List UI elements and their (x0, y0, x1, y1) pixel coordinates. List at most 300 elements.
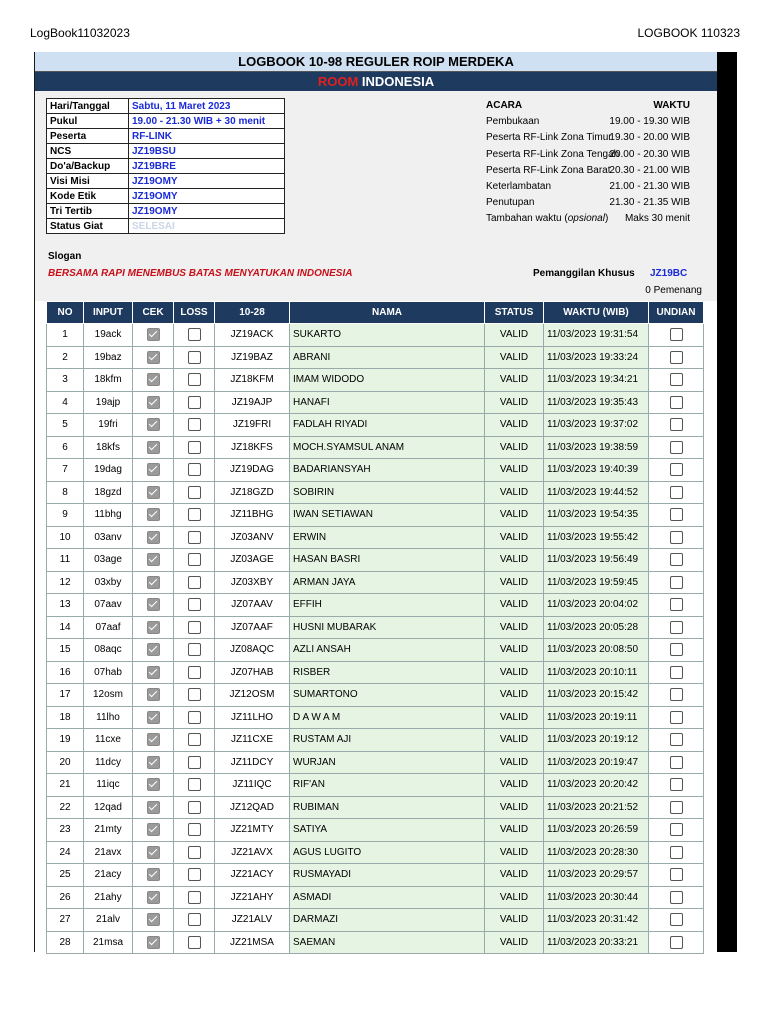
row-number: 3 (47, 369, 84, 392)
row-status: VALID (485, 616, 544, 639)
schedule-row (300, 179, 690, 195)
row-nama: MOCH.SYAMSUL ANAM (290, 436, 485, 459)
loss-checkbox[interactable] (188, 486, 201, 499)
row-cek-cell (133, 549, 174, 572)
loss-checkbox[interactable] (188, 688, 201, 701)
row-callsign: JZ08AQC (215, 639, 290, 662)
row-input: 07aav (84, 594, 133, 617)
schedule-acara (486, 211, 686, 227)
row-input: 21avx (84, 841, 133, 864)
schedule-row (300, 163, 690, 179)
schedule-waktu: 21.00 - 21.30 WIB (609, 180, 690, 192)
info-value: Sabtu, 11 Maret 2023 (129, 99, 285, 114)
undian-checkbox[interactable] (670, 531, 683, 544)
row-loss-cell (174, 571, 215, 594)
schedule-row (300, 195, 690, 211)
cek-checkbox[interactable] (147, 891, 160, 904)
room-title (35, 72, 717, 91)
row-input: 03age (84, 549, 133, 572)
undian-checkbox[interactable] (670, 733, 683, 746)
row-cek-cell (133, 774, 174, 797)
pemenang-count: 0 Pemenang (645, 285, 702, 296)
row-status: VALID (485, 594, 544, 617)
cek-checkbox[interactable] (147, 801, 160, 814)
undian-checkbox[interactable] (670, 778, 683, 791)
loss-checkbox[interactable] (188, 666, 201, 679)
row-status: VALID (485, 841, 544, 864)
row-status: VALID (485, 661, 544, 684)
row-number: 13 (47, 594, 84, 617)
row-undian-cell (649, 436, 704, 459)
cek-checkbox[interactable] (147, 463, 160, 476)
row-status: VALID (485, 819, 544, 842)
row-status: VALID (485, 571, 544, 594)
table-row (47, 819, 704, 842)
row-undian-cell (649, 706, 704, 729)
cek-checkbox[interactable] (147, 621, 160, 634)
row-nama: HUSNI MUBARAK (290, 616, 485, 639)
row-undian-cell (649, 594, 704, 617)
undian-checkbox[interactable] (670, 621, 683, 634)
row-callsign: JZ21MTY (215, 819, 290, 842)
row-loss-cell (174, 526, 215, 549)
row-nama: SATIYA (290, 819, 485, 842)
row-status: VALID (485, 751, 544, 774)
schedule-acara-em: opsional (567, 213, 605, 225)
row-status: VALID (485, 796, 544, 819)
column-header: 10-28 (215, 302, 290, 324)
row-input: 12qad (84, 796, 133, 819)
schedule-acara-pre: Tambahan waktu ( (486, 213, 568, 225)
schedule-acara: Keterlambatan (486, 180, 552, 192)
loss-checkbox[interactable] (188, 643, 201, 656)
row-callsign: JZ12QAD (215, 796, 290, 819)
row-input: 19dag (84, 459, 133, 482)
undian-checkbox[interactable] (670, 328, 683, 341)
table-row (47, 549, 704, 572)
cek-checkbox[interactable] (147, 643, 160, 656)
row-waktu: 11/03/2023 20:19:11 (544, 706, 649, 729)
row-undian-cell (649, 504, 704, 527)
sheet-edge-bar (717, 52, 737, 952)
row-input: 21mty (84, 819, 133, 842)
row-number: 23 (47, 819, 84, 842)
row-loss-cell (174, 841, 215, 864)
row-status: VALID (485, 684, 544, 707)
row-undian-cell (649, 526, 704, 549)
row-loss-cell (174, 436, 215, 459)
row-waktu: 11/03/2023 20:05:28 (544, 616, 649, 639)
row-undian-cell (649, 324, 704, 347)
row-number: 19 (47, 729, 84, 752)
cek-checkbox[interactable] (147, 711, 160, 724)
schedule-head-waktu: WAKTU (653, 100, 690, 111)
row-loss-cell (174, 706, 215, 729)
column-header: LOSS (174, 302, 215, 324)
row-undian-cell (649, 684, 704, 707)
loss-checkbox[interactable] (188, 711, 201, 724)
row-status: VALID (485, 346, 544, 369)
info-value: JZ19OMY (129, 189, 285, 204)
row-nama: SOBIRIN (290, 481, 485, 504)
row-waktu: 11/03/2023 19:31:54 (544, 324, 649, 347)
schedule-row-extra (300, 211, 690, 227)
row-status: VALID (485, 729, 544, 752)
row-loss-cell (174, 661, 215, 684)
row-number: 1 (47, 324, 84, 347)
row-callsign: JZ19ACK (215, 324, 290, 347)
loss-checkbox[interactable] (188, 733, 201, 746)
cek-checkbox[interactable] (147, 486, 160, 499)
row-callsign: JZ21AVX (215, 841, 290, 864)
row-undian-cell (649, 571, 704, 594)
row-status: VALID (485, 504, 544, 527)
info-key: Hari/Tanggal (47, 99, 129, 114)
undian-checkbox[interactable] (670, 373, 683, 386)
loss-checkbox[interactable] (188, 373, 201, 386)
info-value: RF-LINK (129, 129, 285, 144)
cek-checkbox[interactable] (147, 576, 160, 589)
loss-checkbox[interactable] (188, 801, 201, 814)
row-loss-cell (174, 616, 215, 639)
undian-checkbox[interactable] (670, 688, 683, 701)
row-nama: HANAFI (290, 391, 485, 414)
undian-checkbox[interactable] (670, 823, 683, 836)
info-key: Kode Etik (47, 189, 129, 204)
row-undian-cell (649, 796, 704, 819)
row-cek-cell (133, 796, 174, 819)
undian-checkbox[interactable] (670, 936, 683, 949)
row-input: 11bhg (84, 504, 133, 527)
loss-checkbox[interactable] (188, 756, 201, 769)
cek-checkbox[interactable] (147, 756, 160, 769)
undian-checkbox[interactable] (670, 576, 683, 589)
undian-checkbox[interactable] (670, 418, 683, 431)
cek-checkbox[interactable] (147, 913, 160, 926)
info-value: 19.00 - 21.30 WIB + 30 menit (129, 114, 285, 129)
cek-checkbox[interactable] (147, 733, 160, 746)
cek-checkbox[interactable] (147, 531, 160, 544)
row-waktu: 11/03/2023 19:37:02 (544, 414, 649, 437)
room-word: ROOM (317, 74, 359, 89)
row-waktu: 11/03/2023 19:55:42 (544, 526, 649, 549)
schedule-head-acara: ACARA (486, 100, 523, 111)
pemanggilan-label: Pemanggilan Khusus (533, 268, 635, 279)
row-waktu: 11/03/2023 19:54:35 (544, 504, 649, 527)
table-row (47, 639, 704, 662)
row-loss-cell (174, 481, 215, 504)
cek-checkbox[interactable] (147, 553, 160, 566)
row-number: 14 (47, 616, 84, 639)
row-number: 28 (47, 931, 84, 954)
cek-checkbox[interactable] (147, 846, 160, 859)
row-loss-cell (174, 459, 215, 482)
schedule-acara-post: ) (604, 213, 609, 225)
row-cek-cell (133, 841, 174, 864)
row-number: 8 (47, 481, 84, 504)
row-waktu: 11/03/2023 19:33:24 (544, 346, 649, 369)
undian-checkbox[interactable] (670, 846, 683, 859)
row-number: 2 (47, 346, 84, 369)
info-key: Visi Misi (47, 174, 129, 189)
undian-checkbox[interactable] (670, 756, 683, 769)
row-callsign: JZ19AJP (215, 391, 290, 414)
row-undian-cell (649, 751, 704, 774)
column-header: CEK (133, 302, 174, 324)
undian-checkbox[interactable] (670, 711, 683, 724)
row-callsign: JZ07AAF (215, 616, 290, 639)
undian-checkbox[interactable] (670, 666, 683, 679)
table-row (47, 414, 704, 437)
row-cek-cell (133, 819, 174, 842)
row-callsign: JZ19BAZ (215, 346, 290, 369)
column-header: STATUS (485, 302, 544, 324)
schedule-waktu: 19.00 - 19.30 WIB (609, 116, 690, 128)
loss-checkbox[interactable] (188, 598, 201, 611)
undian-checkbox[interactable] (670, 913, 683, 926)
row-callsign: JZ21ALV (215, 909, 290, 932)
loss-checkbox[interactable] (188, 778, 201, 791)
row-status: VALID (485, 526, 544, 549)
table-row (47, 369, 704, 392)
row-cek-cell (133, 436, 174, 459)
table-row (47, 684, 704, 707)
cek-checkbox[interactable] (147, 373, 160, 386)
row-status: VALID (485, 324, 544, 347)
row-status: VALID (485, 414, 544, 437)
row-loss-cell (174, 751, 215, 774)
row-callsign: JZ21ACY (215, 864, 290, 887)
info-value: JZ19BRE (129, 159, 285, 174)
undian-checkbox[interactable] (670, 598, 683, 611)
row-undian-cell (649, 414, 704, 437)
pemanggilan-value: JZ19BC (650, 268, 688, 279)
row-loss-cell (174, 324, 215, 347)
table-row (47, 909, 704, 932)
loss-checkbox[interactable] (188, 328, 201, 341)
row-cek-cell (133, 751, 174, 774)
row-callsign: JZ03ANV (215, 526, 290, 549)
cek-checkbox[interactable] (147, 868, 160, 881)
column-header: WAKTU (WIB) (544, 302, 649, 324)
undian-checkbox[interactable] (670, 801, 683, 814)
schedule-acara: Pembukaan (486, 116, 540, 128)
info-value: SELESAI (129, 219, 285, 234)
loss-checkbox[interactable] (188, 621, 201, 634)
info-value: JZ19OMY (129, 174, 285, 189)
row-loss-cell (174, 796, 215, 819)
loss-checkbox[interactable] (188, 351, 201, 364)
table-row (47, 796, 704, 819)
undian-checkbox[interactable] (670, 868, 683, 881)
row-cek-cell (133, 706, 174, 729)
row-input: 07aaf (84, 616, 133, 639)
row-callsign: JZ21MSA (215, 931, 290, 954)
loss-checkbox[interactable] (188, 576, 201, 589)
column-header: NAMA (290, 302, 485, 324)
table-row (47, 616, 704, 639)
row-waktu: 11/03/2023 20:21:52 (544, 796, 649, 819)
row-input: 12osm (84, 684, 133, 707)
row-nama: HASAN BASRI (290, 549, 485, 572)
info-key: Pukul (47, 114, 129, 129)
row-undian-cell (649, 729, 704, 752)
cek-checkbox[interactable] (147, 441, 160, 454)
row-waktu: 11/03/2023 20:20:42 (544, 774, 649, 797)
row-callsign: JZ11DCY (215, 751, 290, 774)
loss-checkbox[interactable] (188, 936, 201, 949)
table-row (47, 706, 704, 729)
column-header: UNDIAN (649, 302, 704, 324)
row-nama: RUBIMAN (290, 796, 485, 819)
schedule-acara: Peserta RF-Link Zona Timur (486, 132, 612, 144)
table-row (47, 391, 704, 414)
cek-checkbox[interactable] (147, 823, 160, 836)
row-cek-cell (133, 526, 174, 549)
cek-checkbox[interactable] (147, 418, 160, 431)
row-nama: ABRANI (290, 346, 485, 369)
schedule-acara: Peserta RF-Link Zona Tengah (486, 148, 620, 160)
cek-checkbox[interactable] (147, 598, 160, 611)
row-waktu: 11/03/2023 20:26:59 (544, 819, 649, 842)
row-number: 25 (47, 864, 84, 887)
cek-checkbox[interactable] (147, 936, 160, 949)
table-row (47, 526, 704, 549)
undian-checkbox[interactable] (670, 553, 683, 566)
row-loss-cell (174, 684, 215, 707)
row-nama: IMAM WIDODO (290, 369, 485, 392)
schedule-waktu: 21.30 - 21.35 WIB (609, 197, 690, 209)
row-number: 20 (47, 751, 84, 774)
row-waktu: 11/03/2023 20:30:44 (544, 886, 649, 909)
table-row (47, 594, 704, 617)
row-nama: SUKARTO (290, 324, 485, 347)
row-nama: SAEMAN (290, 931, 485, 954)
row-number: 22 (47, 796, 84, 819)
loss-checkbox[interactable] (188, 846, 201, 859)
undian-checkbox[interactable] (670, 396, 683, 409)
row-waktu: 11/03/2023 19:59:45 (544, 571, 649, 594)
info-key: NCS (47, 144, 129, 159)
row-waktu: 11/03/2023 19:44:52 (544, 481, 649, 504)
undian-checkbox[interactable] (670, 441, 683, 454)
row-input: 21ahy (84, 886, 133, 909)
row-cek-cell (133, 864, 174, 887)
undian-checkbox[interactable] (670, 486, 683, 499)
loss-checkbox[interactable] (188, 913, 201, 926)
row-callsign: JZ11BHG (215, 504, 290, 527)
info-row (47, 174, 285, 189)
row-undian-cell (649, 909, 704, 932)
undian-checkbox[interactable] (670, 891, 683, 904)
row-input: 11cxe (84, 729, 133, 752)
row-undian-cell (649, 864, 704, 887)
row-callsign: JZ11CXE (215, 729, 290, 752)
undian-checkbox[interactable] (670, 351, 683, 364)
loss-checkbox[interactable] (188, 508, 201, 521)
row-nama: SUMARTONO (290, 684, 485, 707)
table-row (47, 436, 704, 459)
schedule-acara: Penutupan (486, 197, 535, 209)
row-cek-cell (133, 594, 174, 617)
event-info-table (46, 98, 285, 234)
row-undian-cell (649, 774, 704, 797)
loss-checkbox[interactable] (188, 823, 201, 836)
row-input: 18kfs (84, 436, 133, 459)
undian-checkbox[interactable] (670, 508, 683, 521)
row-loss-cell (174, 346, 215, 369)
row-input: 21msa (84, 931, 133, 954)
schedule-block (300, 98, 690, 228)
row-cek-cell (133, 391, 174, 414)
loss-checkbox[interactable] (188, 891, 201, 904)
row-loss-cell (174, 369, 215, 392)
row-number: 15 (47, 639, 84, 662)
cek-checkbox[interactable] (147, 688, 160, 701)
row-callsign: JZ21AHY (215, 886, 290, 909)
row-nama: AGUS LUGITO (290, 841, 485, 864)
schedule-row (300, 114, 690, 130)
undian-checkbox[interactable] (670, 643, 683, 656)
row-input: 19ack (84, 324, 133, 347)
row-waktu: 11/03/2023 20:19:12 (544, 729, 649, 752)
row-cek-cell (133, 661, 174, 684)
row-undian-cell (649, 391, 704, 414)
cek-checkbox[interactable] (147, 508, 160, 521)
row-number: 12 (47, 571, 84, 594)
table-row (47, 729, 704, 752)
row-nama: RISBER (290, 661, 485, 684)
row-number: 21 (47, 774, 84, 797)
row-undian-cell (649, 616, 704, 639)
loss-checkbox[interactable] (188, 531, 201, 544)
row-loss-cell (174, 886, 215, 909)
row-status: VALID (485, 774, 544, 797)
loss-checkbox[interactable] (188, 441, 201, 454)
row-number: 5 (47, 414, 84, 437)
cek-checkbox[interactable] (147, 778, 160, 791)
row-input: 11iqc (84, 774, 133, 797)
row-cek-cell (133, 504, 174, 527)
row-input: 03anv (84, 526, 133, 549)
row-callsign: JZ11IQC (215, 774, 290, 797)
info-key: Peserta (47, 129, 129, 144)
row-callsign: JZ19FRI (215, 414, 290, 437)
table-row (47, 751, 704, 774)
cek-checkbox[interactable] (147, 351, 160, 364)
row-loss-cell (174, 819, 215, 842)
undian-checkbox[interactable] (670, 463, 683, 476)
row-callsign: JZ18GZD (215, 481, 290, 504)
loss-checkbox[interactable] (188, 418, 201, 431)
row-input: 18kfm (84, 369, 133, 392)
cek-checkbox[interactable] (147, 666, 160, 679)
row-input: 18gzd (84, 481, 133, 504)
loss-checkbox[interactable] (188, 868, 201, 881)
row-number: 26 (47, 886, 84, 909)
loss-checkbox[interactable] (188, 463, 201, 476)
info-row (47, 219, 285, 234)
cek-checkbox[interactable] (147, 396, 160, 409)
row-cek-cell (133, 481, 174, 504)
table-row (47, 571, 704, 594)
row-nama: IWAN SETIAWAN (290, 504, 485, 527)
loss-checkbox[interactable] (188, 553, 201, 566)
loss-checkbox[interactable] (188, 396, 201, 409)
row-input: 19baz (84, 346, 133, 369)
cek-checkbox[interactable] (147, 328, 160, 341)
row-undian-cell (649, 481, 704, 504)
